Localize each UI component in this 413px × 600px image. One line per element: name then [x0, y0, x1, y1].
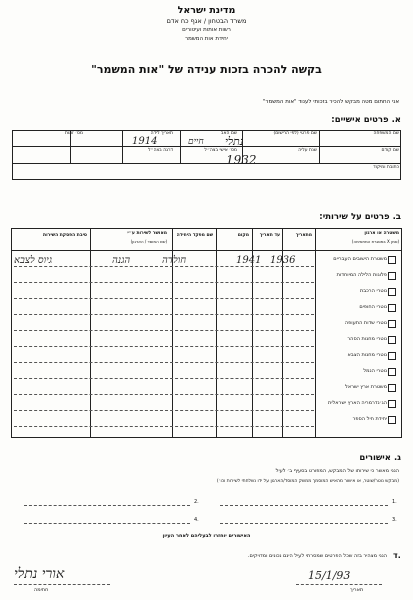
ministry-name: משרד הבטחון / אגף כח אדם [166, 17, 247, 25]
id-number-label: מס׳ זהות [65, 131, 83, 136]
intro-text: אני החתום מטה מבקש להכיר בזכותי לענוד "אות המשמר" [262, 99, 399, 105]
service-org-checkbox[interactable] [388, 384, 396, 392]
approval-line-3[interactable] [220, 523, 388, 524]
service-org-checkbox[interactable] [388, 272, 396, 280]
service-org-label: משטרת ארץ ישראל [345, 384, 387, 390]
service-unit-value: הגנה [112, 255, 131, 266]
service-row-line [14, 282, 314, 283]
immigration-year-label: שנת עליה [298, 148, 317, 153]
org-header: משטרה או ארגון [364, 231, 399, 236]
army-rank-label: דרגה בצה״ל [148, 148, 173, 153]
approval-statement: הנני מאשר כי שירותו של המבקש, המפורט בסעיף ב׳ לעיל [275, 468, 399, 474]
service-row-line [14, 298, 314, 299]
address-label: כתובת ומיקוד [373, 165, 399, 170]
service-row-line [14, 346, 314, 347]
service-org-checkbox[interactable] [388, 400, 396, 408]
service-org-label: נוטרי מחנות הסהר [347, 336, 387, 342]
date-line[interactable] [296, 584, 382, 585]
approval-number-4: 4. [194, 517, 199, 523]
declaration-text: הנני מצהיר בזה שכל הפרטים שמסרתי לעיל הינם נכונים ומדויקים. [247, 553, 387, 559]
immigration-year-value: 1932 [226, 153, 257, 167]
section-service-title: ב. פרטים על שירותי: [319, 212, 401, 222]
approvals-return-note: האישורים יוחזרו לבעליהם לאחר העיון [162, 533, 251, 539]
form-title: בקשה להכרה בזכות ענידה של "אות המשמר" [91, 63, 322, 76]
approval-note: (מבקש נוטר/שוטר, או אישור מהאיש המוסמך ממשק המוסד/הארגון על ידו נשלחתי לשירות וכו׳) [216, 479, 399, 484]
approval-line-1[interactable] [220, 505, 388, 506]
family-name-label: שם המשפחה [373, 131, 399, 136]
address-cell[interactable] [13, 163, 401, 179]
approval-number-1: 1. [392, 499, 397, 505]
service-org-label: נוטרי מחנות הצבא [347, 352, 387, 358]
approval-line-4[interactable] [24, 523, 190, 524]
service-row-line [14, 330, 314, 331]
service-org-label: הג׳נדרמריה הארץ ישראלית [328, 400, 387, 406]
service-org-checkbox[interactable] [388, 288, 396, 296]
service-row-line [14, 314, 314, 315]
approval-number-2: 2. [194, 499, 199, 505]
place-header: מקום [237, 233, 249, 238]
service-place-value: חולדה [162, 255, 187, 266]
approval-line-2[interactable] [24, 505, 190, 506]
service-from-value: 1936 [270, 255, 296, 266]
date-value: 15/1/93 [308, 569, 351, 582]
id-cell[interactable] [13, 131, 71, 147]
org-subheader: (סמן X במסגרת המתאימה) [351, 239, 399, 244]
unit-commander-header: שם מפקד היחידה [176, 233, 213, 238]
unit-name: יחידת אות המשמר [184, 36, 229, 42]
signature-label: חתימה [34, 587, 49, 593]
service-row-line [14, 266, 314, 267]
army-number-label: מס׳ אישי בצה״ל [204, 148, 237, 153]
father-name-value: חיים [188, 137, 204, 147]
service-org-label: נוטרי הרכבת [359, 288, 387, 294]
signature-line[interactable] [14, 584, 110, 585]
service-row-line [14, 410, 314, 411]
section-personal-title: א. פרטים אישיים: [331, 115, 401, 125]
service-row-line [14, 378, 314, 379]
service-org-checkbox[interactable] [388, 320, 396, 328]
service-org-checkbox[interactable] [388, 368, 396, 376]
end-reason-header: סיבת הפסקת השירות [43, 233, 87, 238]
service-row-line [14, 426, 314, 427]
service-org-checkbox[interactable] [388, 304, 396, 312]
service-org-checkbox[interactable] [388, 256, 396, 264]
service-org-label: יחידת חיל הספר [352, 416, 387, 422]
previous-name-label: שם קודם [381, 148, 399, 153]
service-org-label: נוטרי החופים [359, 304, 387, 310]
service-org-checkbox[interactable] [388, 416, 396, 424]
birth-date-value: 1914 [132, 136, 158, 147]
service-org-checkbox[interactable] [388, 336, 396, 344]
signature-value: אורי נתלי [14, 566, 65, 582]
service-org-label: פלוגות הלילה המיוחדות [336, 272, 387, 278]
date-label: תאריך [350, 587, 364, 593]
service-reason-value: גיוס לצבא [14, 255, 53, 266]
state-name: מדינת ישראל [177, 5, 236, 16]
service-org-label: נוטרי הנמל [363, 368, 387, 374]
certified-by-header: מאושר לשירות ע״י [127, 231, 167, 236]
service-org-checkbox[interactable] [388, 352, 396, 360]
service-org-label: נוטרי שדות התעופה [344, 320, 387, 326]
service-row-line [14, 394, 314, 395]
personal-details-table [12, 130, 401, 180]
section-approvals-title: ג. אישורים [359, 453, 401, 463]
service-row-line [14, 362, 314, 363]
family-name-value: נתלי [225, 135, 244, 148]
department-name: רשות אותות ועיטורים [182, 27, 231, 33]
approval-number-3: 3. [392, 517, 397, 523]
service-org-label: משטרת הישובים העבריים [333, 256, 387, 262]
father-name-label: שם האב [220, 131, 237, 136]
birth-date-label: תאריך לידה [150, 131, 173, 136]
from-date-header: מתאריך [295, 233, 312, 238]
service-to-value: 1941 [236, 255, 262, 266]
to-date-header: עד תאריך [259, 233, 280, 238]
first-name-label: שם פרטי (לפי הרישום) [273, 131, 317, 136]
section-declaration-number: ד. [393, 551, 401, 560]
certified-by-subheader: (שם המוסד / הארגון) [130, 239, 167, 244]
